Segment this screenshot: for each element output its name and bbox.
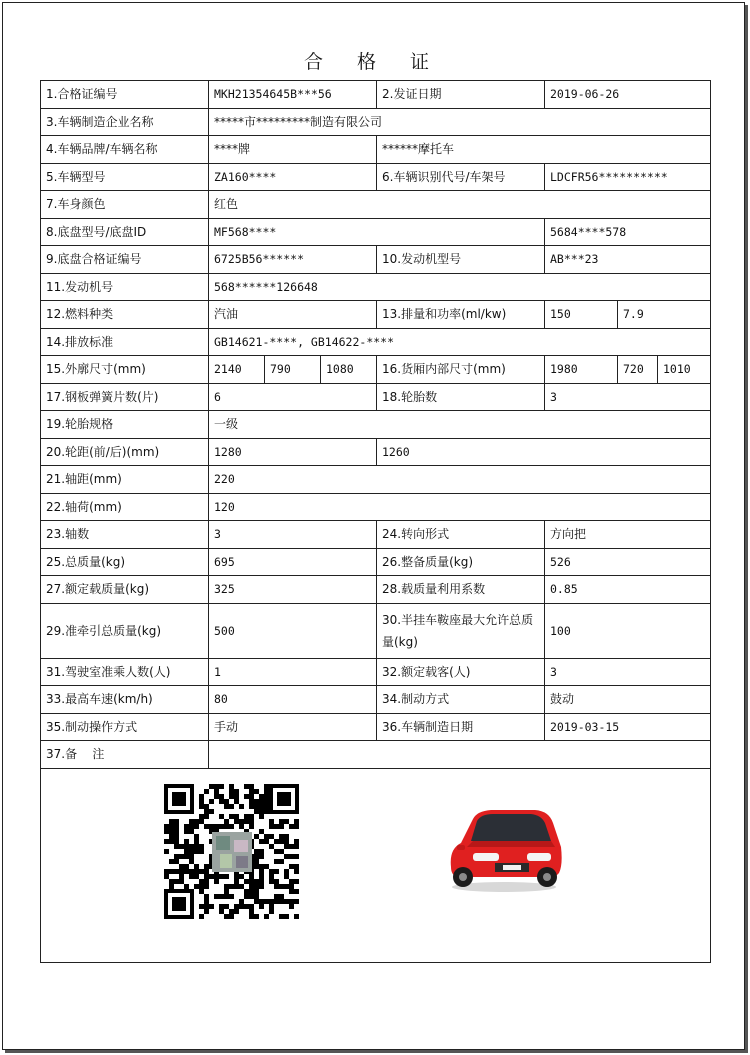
cell-value: 手动: [209, 713, 377, 741]
qr-blurred-center: [212, 832, 252, 872]
cell-value: 6: [209, 383, 377, 411]
table-row: [41, 768, 711, 962]
cell-value: 720: [618, 356, 658, 384]
table-row: [41, 108, 711, 136]
cell-value: 695: [209, 548, 377, 576]
cell-value: 2019-06-26: [545, 81, 711, 109]
cell-label: 8.底盘型号/底盘ID: [41, 218, 209, 246]
cell-label: 34.制动方式: [377, 686, 545, 714]
cell-value: 5684****578: [545, 218, 711, 246]
cell-value: 0.85: [545, 576, 711, 604]
table-row: [41, 438, 711, 466]
cell-value: 526: [545, 548, 711, 576]
cell-label: 13.排量和功率(ml/kw): [377, 301, 545, 329]
cell-value: 1260: [377, 438, 711, 466]
cell-value: 3: [545, 383, 711, 411]
table-row: [41, 81, 711, 109]
cell-value: 1: [209, 658, 377, 686]
cell-value: 325: [209, 576, 377, 604]
cell-value: 220: [209, 466, 711, 494]
table-row: [41, 163, 711, 191]
cell-value: 6725B56******: [209, 246, 377, 274]
table-row: [41, 741, 711, 769]
cell-label: 33.最高车速(km/h): [41, 686, 209, 714]
table-row: [41, 576, 711, 604]
table-row: [41, 466, 711, 494]
cell-label: 6.车辆识别代号/车架号: [377, 163, 545, 191]
cell-value: 1980: [545, 356, 618, 384]
cell-value: LDCFR56**********: [545, 163, 711, 191]
cell-value: 1080: [321, 356, 377, 384]
cell-value: 1280: [209, 438, 377, 466]
table-row: [41, 191, 711, 219]
cell-value: 3: [545, 658, 711, 686]
qr-finder-top-right: [269, 784, 299, 814]
qr-finder-bottom-left: [164, 889, 194, 919]
cell-label: 7.车身颜色: [41, 191, 209, 219]
cell-value: 鼓动: [545, 686, 711, 714]
cell-value: MKH21354645B***56: [209, 81, 377, 109]
table-row: [41, 521, 711, 549]
cell-label: 20.轮距(前/后)(mm): [41, 438, 209, 466]
cell-value: 方向把: [545, 521, 711, 549]
table-row: [41, 713, 711, 741]
cell-value: 568******126648: [209, 273, 711, 301]
cell-value: 2140: [209, 356, 265, 384]
cell-label: 15.外廓尺寸(mm): [41, 356, 209, 384]
cell-label: 36.车辆制造日期: [377, 713, 545, 741]
cell-label: 28.载质量利用系数: [377, 576, 545, 604]
table-row: [41, 658, 711, 686]
table-row: [41, 411, 711, 439]
cell-label: 22.轴荷(mm): [41, 493, 209, 521]
table-row: [41, 548, 711, 576]
cell-label: 29.准牵引总质量(kg): [41, 603, 209, 658]
cell-value: 2019-03-15: [545, 713, 711, 741]
cell-label: 30.半挂车鞍座最大允许总质量(kg): [377, 603, 545, 658]
remarks-area: [41, 768, 711, 962]
cell-label: 25.总质量(kg): [41, 548, 209, 576]
cell-value: [209, 741, 711, 769]
table-row: [41, 493, 711, 521]
cell-value: 红色: [209, 191, 711, 219]
red-car-photo: [443, 807, 565, 893]
cell-value: 汽油: [209, 301, 377, 329]
cell-label: 26.整备质量(kg): [377, 548, 545, 576]
cell-label: 17.钢板弹簧片数(片): [41, 383, 209, 411]
table-row: [41, 136, 711, 164]
cell-value: 80: [209, 686, 377, 714]
table-row: [41, 246, 711, 274]
cell-label: 31.驾驶室准乘人数(人): [41, 658, 209, 686]
cell-label: 21.轴距(mm): [41, 466, 209, 494]
cell-label: 14.排放标准: [41, 328, 209, 356]
cell-value: 3: [209, 521, 377, 549]
cell-label: 3.车辆制造企业名称: [41, 108, 209, 136]
certificate-table: [40, 80, 711, 963]
cell-value: *****市*********制造有限公司: [209, 108, 711, 136]
table-row: [41, 603, 711, 658]
certificate-page: [2, 2, 745, 1050]
table-row: [41, 218, 711, 246]
table-row: [41, 273, 711, 301]
cell-value: 500: [209, 603, 377, 658]
cell-label: 23.轴数: [41, 521, 209, 549]
cell-label: 2.发证日期: [377, 81, 545, 109]
cell-value: 7.9: [618, 301, 711, 329]
cell-value: 1010: [658, 356, 711, 384]
cell-label: 18.轮胎数: [377, 383, 545, 411]
cell-label: 11.发动机号: [41, 273, 209, 301]
cell-label: 24.转向形式: [377, 521, 545, 549]
cell-value: AB***23: [545, 246, 711, 274]
cell-label: 27.额定载质量(kg): [41, 576, 209, 604]
cell-value: 120: [209, 493, 711, 521]
cell-label: 9.底盘合格证编号: [41, 246, 209, 274]
cell-label: 32.额定载客(人): [377, 658, 545, 686]
cell-value: ****牌: [209, 136, 377, 164]
cell-value: ZA160****: [209, 163, 377, 191]
cell-value: 150: [545, 301, 618, 329]
table-row: [41, 301, 711, 329]
cell-value: 100: [545, 603, 711, 658]
cell-label: 35.制动操作方式: [41, 713, 209, 741]
cell-label: 16.货厢内部尺寸(mm): [377, 356, 545, 384]
cell-value: 790: [265, 356, 321, 384]
cell-label: 12.燃料种类: [41, 301, 209, 329]
cell-value: GB14621-****, GB14622-****: [209, 328, 711, 356]
table-row: [41, 356, 711, 384]
cell-label: 1.合格证编号: [41, 81, 209, 109]
cell-label: 19.轮胎规格: [41, 411, 209, 439]
cell-label: 4.车辆品牌/车辆名称: [41, 136, 209, 164]
table-row: [41, 328, 711, 356]
cell-label: 10.发动机型号: [377, 246, 545, 274]
cell-value: 一级: [209, 411, 711, 439]
cell-value: ******摩托车: [377, 136, 711, 164]
table-row: [41, 686, 711, 714]
table-row: [41, 383, 711, 411]
document-title: 合 格 证: [303, 51, 444, 73]
cell-label: 5.车辆型号: [41, 163, 209, 191]
cell-value: MF568****: [209, 218, 545, 246]
qr-code: [164, 784, 299, 919]
cell-label: 37.备 注: [41, 741, 209, 769]
qr-finder-top-left: [164, 784, 194, 814]
